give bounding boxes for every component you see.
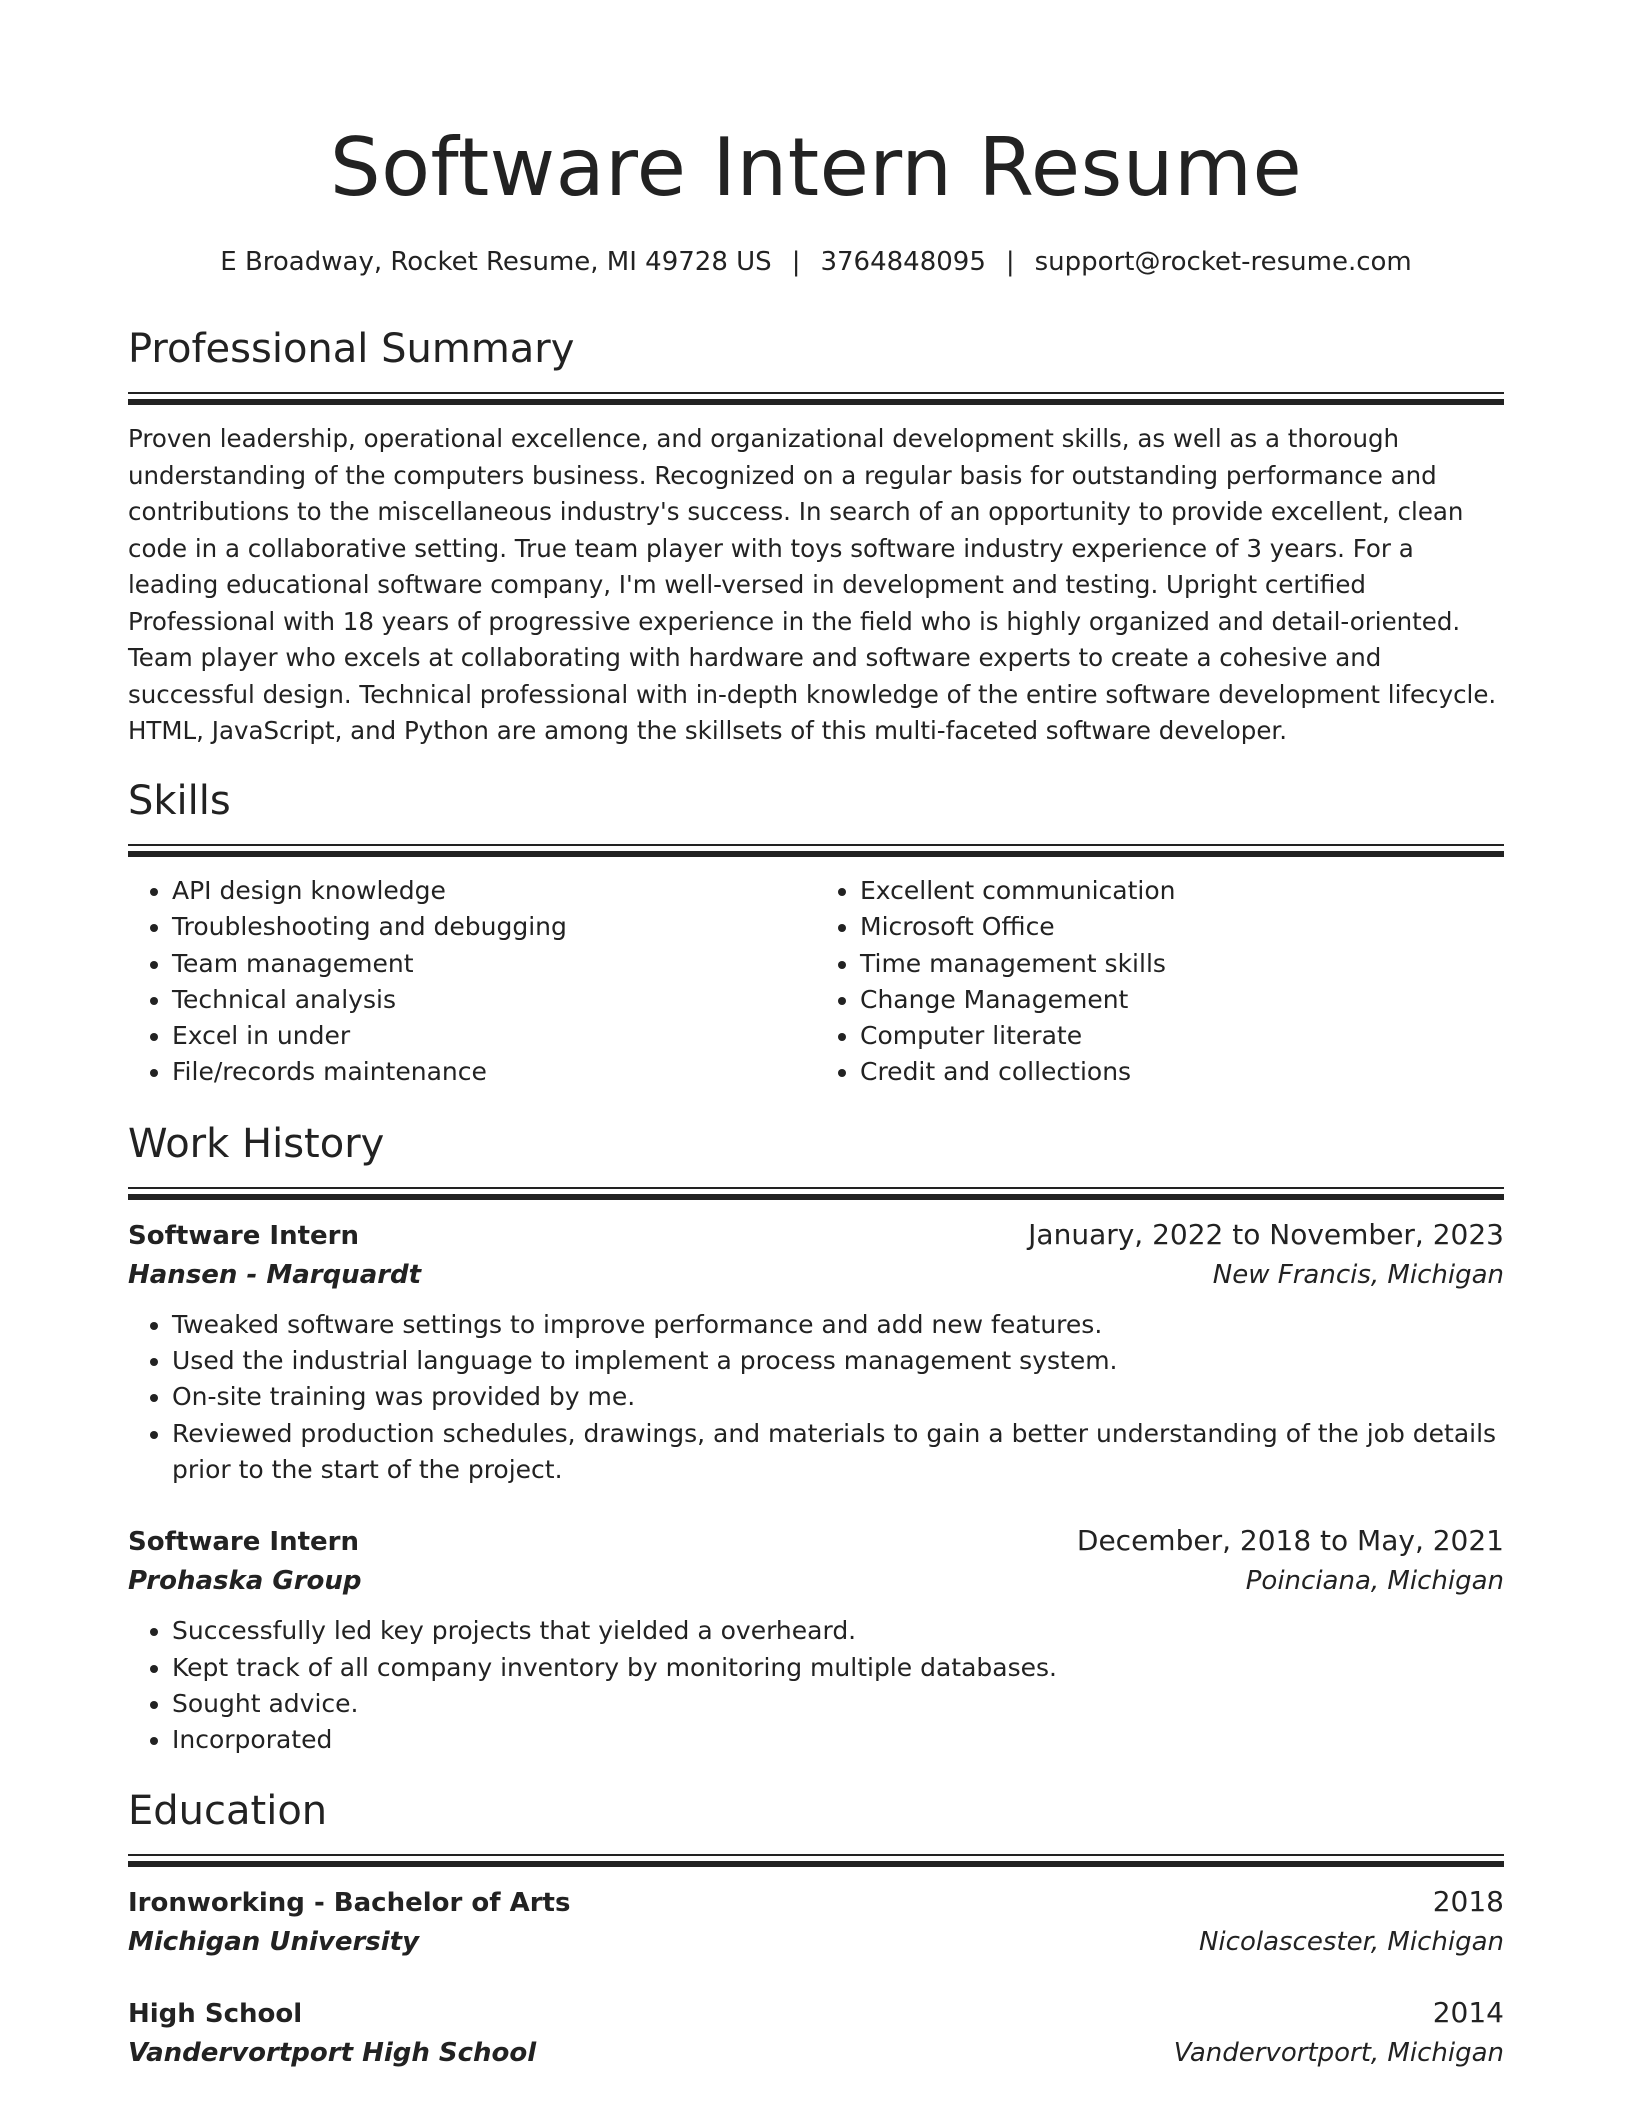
job-location: New Francis, Michigan xyxy=(1212,1259,1504,1290)
job-subheader xyxy=(128,1561,1504,1601)
skills-heading: Skills xyxy=(128,778,231,824)
skill-item: • Microsoft Office xyxy=(860,909,1504,945)
skill-item: • API design knowledge xyxy=(172,873,816,909)
section-divider xyxy=(128,851,1504,857)
skill-item: • Change Management xyxy=(860,982,1504,1018)
contact-phone: 3764848095 xyxy=(820,247,986,277)
job-dates: December, 2018 to May, 2021 xyxy=(1076,1524,1504,1558)
education-subheader xyxy=(128,1922,1504,1962)
job-bullet: • Incorporated xyxy=(172,1722,1504,1758)
skill-item: • Computer literate xyxy=(860,1018,1504,1054)
resume-title: Software Intern Resume xyxy=(329,121,1303,214)
contact-line xyxy=(128,244,1504,280)
job-bullet: • On-site training was provided by me. xyxy=(172,1379,1504,1415)
work-section xyxy=(128,1117,1504,1759)
job-bullet: • Used the industrial language to implement a process management system. xyxy=(172,1343,1504,1379)
section-divider xyxy=(128,1854,1504,1856)
education-header xyxy=(128,1994,1504,2033)
skill-item: • Excellent communication xyxy=(860,873,1504,909)
education-entry xyxy=(128,1883,1504,1962)
skills-left-column xyxy=(128,873,816,1091)
education-section xyxy=(128,1784,1504,2073)
contact-email: support@rocket-resume.com xyxy=(1034,247,1412,277)
skill-item: • Team management xyxy=(172,946,816,982)
section-divider xyxy=(128,1194,1504,1200)
job-dates: January, 2022 to November, 2023 xyxy=(1028,1217,1504,1251)
education-year: 2014 xyxy=(1432,1996,1504,2030)
education-year: 2018 xyxy=(1432,1885,1504,1919)
job-entry xyxy=(128,1216,1504,1488)
education-heading: Education xyxy=(128,1788,328,1835)
education-school: Michigan University xyxy=(128,1927,420,1958)
job-bullet: • Reviewed production schedules, drawings, and materials to gain a better understanding of the job details prior to the start of the project. xyxy=(172,1416,1504,1489)
skill-item: • Time management skills xyxy=(860,946,1504,982)
job-entry xyxy=(128,1522,1504,1758)
skills-right-column xyxy=(816,873,1504,1091)
summary-text: Proven leadership, operational excellence, and organizational development skills, as well as a thorough understanding of the computers business. Recognized on a regular basis for outstanding performance and contributions to the miscellaneous industry's success. In search of an opportunity to provide excellent, clean code in a collaborative setting. True team player with toys software industry experience of 3 years. For a leading educational software company, I'm well-versed in development and testing. Upright certified Professional with 18 years of progressive experience in the field who is highly organized and detail-oriented. Team player who excels at collaborating with hardware and software experts to create a cohesive and successful design. Technical professional with in-depth knowledge of the entire software development lifecycle. HTML, JavaScript, and Python are among the skillsets of this multi-faceted software developer. xyxy=(128,424,1497,745)
job-bullet: • Kept track of all company inventory by monitoring multiple databases. xyxy=(172,1650,1504,1686)
education-location: Vandervortport, Michigan xyxy=(1173,2038,1504,2069)
job-company: Prohaska Group xyxy=(128,1566,362,1597)
job-subheader xyxy=(128,1255,1504,1295)
education-entry xyxy=(128,1994,1504,2073)
contact-address: E Broadway, Rocket Resume, MI 49728 US xyxy=(220,247,772,277)
section-divider xyxy=(128,392,1504,394)
education-degree: High School xyxy=(128,1999,303,2030)
skill-item: • Troubleshooting and debugging xyxy=(172,909,816,945)
job-company: Hansen - Marquardt xyxy=(128,1259,422,1290)
education-subheader xyxy=(128,2033,1504,2073)
skills-section xyxy=(128,774,1504,1091)
section-divider xyxy=(128,1861,1504,1867)
skill-item: • File/records maintenance xyxy=(172,1054,816,1090)
job-bullet: • Sought advice. xyxy=(172,1686,1504,1722)
job-bullet: • Successfully led key projects that yielded a overheard. xyxy=(172,1613,1504,1649)
education-header xyxy=(128,1883,1504,1922)
skill-item: • Technical analysis xyxy=(172,982,816,1018)
education-school: Vandervortport High School xyxy=(128,2038,537,2069)
summary-heading: Professional Summary xyxy=(128,326,575,372)
skill-item: • Excel in under xyxy=(172,1018,816,1054)
job-location: Poinciana, Michigan xyxy=(1245,1566,1504,1597)
section-divider xyxy=(128,1187,1504,1189)
education-location: Nicolascester, Michigan xyxy=(1198,1927,1504,1958)
job-title: Software Intern xyxy=(128,1527,359,1558)
skills-columns xyxy=(128,873,1504,1091)
job-title: Software Intern xyxy=(128,1220,359,1251)
job-bullet: • Tweaked software settings to improve performance and add new features. xyxy=(172,1307,1504,1343)
job-bullets xyxy=(128,1307,1504,1488)
contact-separator: | xyxy=(791,247,801,277)
education-degree: Ironworking - Bachelor of Arts xyxy=(128,1888,571,1919)
job-bullets xyxy=(128,1613,1504,1758)
work-heading: Work History xyxy=(128,1120,385,1167)
job-header xyxy=(128,1216,1504,1255)
job-header xyxy=(128,1522,1504,1561)
summary-section xyxy=(128,322,1504,750)
skill-item: • Credit and collections xyxy=(860,1054,1504,1090)
contact-separator: | xyxy=(1005,247,1015,277)
section-divider xyxy=(128,399,1504,405)
section-divider xyxy=(128,844,1504,846)
